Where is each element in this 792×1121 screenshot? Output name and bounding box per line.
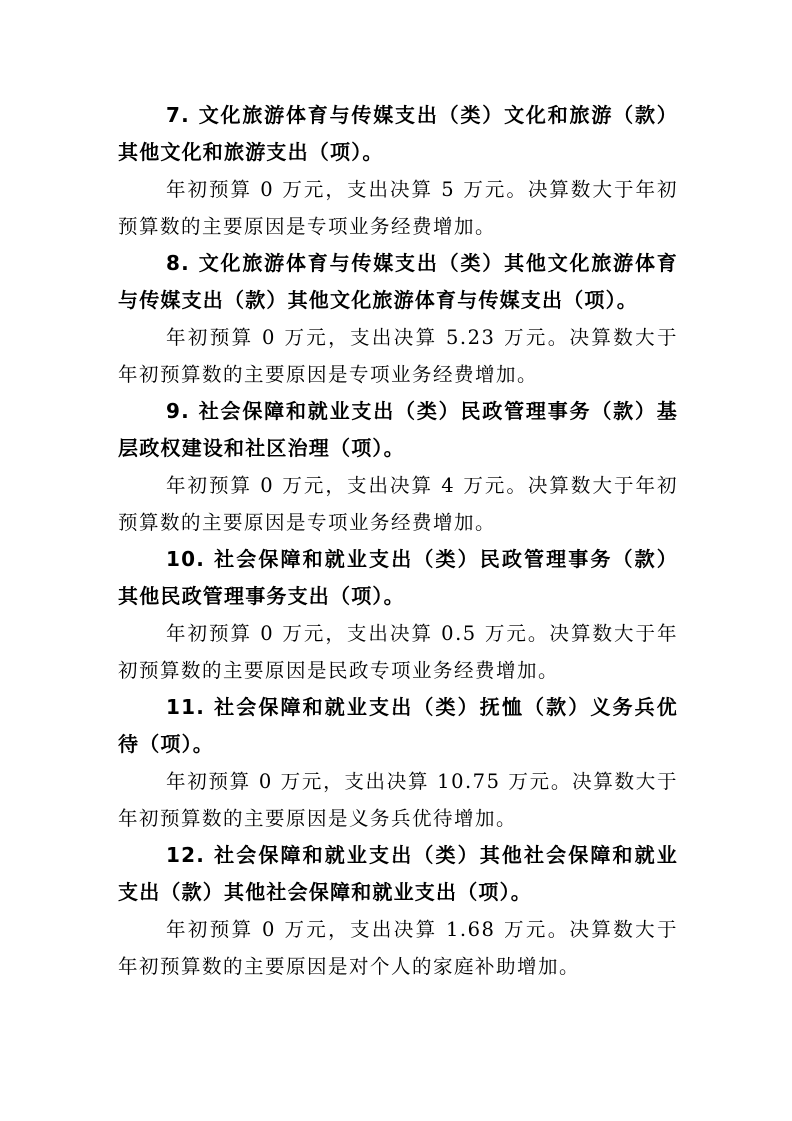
section-body: 年初预算 0 万元，支出决算 4 万元。决算数大于年初预算数的主要原因是专项业务经费增加。 — [118, 474, 678, 534]
section-11 — [118, 689, 678, 837]
section-8 — [118, 245, 678, 393]
section-body: 年初预算 0 万元，支出决算 1.68 万元。决算数大于年初预算数的主要原因是对个人的家庭补助增加。 — [118, 918, 678, 978]
section-body: 年初预算 0 万元，支出决算 5 万元。决算数大于年初预算数的主要原因是专项业务经费增加。 — [118, 178, 678, 238]
document-page — [118, 97, 678, 985]
section-heading: 8. 文化旅游体育与传媒支出（类）其他文化旅游体育与传媒支出（款）其他文化旅游体育与传媒支出（项）。 — [118, 251, 678, 312]
section-12 — [118, 837, 678, 985]
section-9 — [118, 393, 678, 541]
section-heading: 11. 社会保障和就业支出（类）抚恤（款）义务兵优待（项）。 — [118, 695, 678, 756]
section-heading: 9. 社会保障和就业支出（类）民政管理事务（款）基层政权建设和社区治理（项）。 — [118, 399, 678, 460]
section-heading: 12. 社会保障和就业支出（类）其他社会保障和就业支出（款）其他社会保障和就业支出（项）。 — [118, 843, 678, 904]
section-heading: 10. 社会保障和就业支出（类）民政管理事务（款）其他民政管理事务支出（项）。 — [118, 547, 678, 608]
section-10 — [118, 541, 678, 689]
section-heading: 7. 文化旅游体育与传媒支出（类）文化和旅游（款）其他文化和旅游支出（项）。 — [118, 103, 678, 164]
section-body: 年初预算 0 万元，支出决算 10.75 万元。决算数大于年初预算数的主要原因是义务兵优待增加。 — [118, 770, 678, 830]
section-7 — [118, 97, 678, 245]
section-body: 年初预算 0 万元，支出决算 5.23 万元。决算数大于年初预算数的主要原因是专项业务经费增加。 — [118, 326, 678, 386]
section-body: 年初预算 0 万元，支出决算 0.5 万元。决算数大于年初预算数的主要原因是民政专项业务经费增加。 — [118, 622, 678, 682]
